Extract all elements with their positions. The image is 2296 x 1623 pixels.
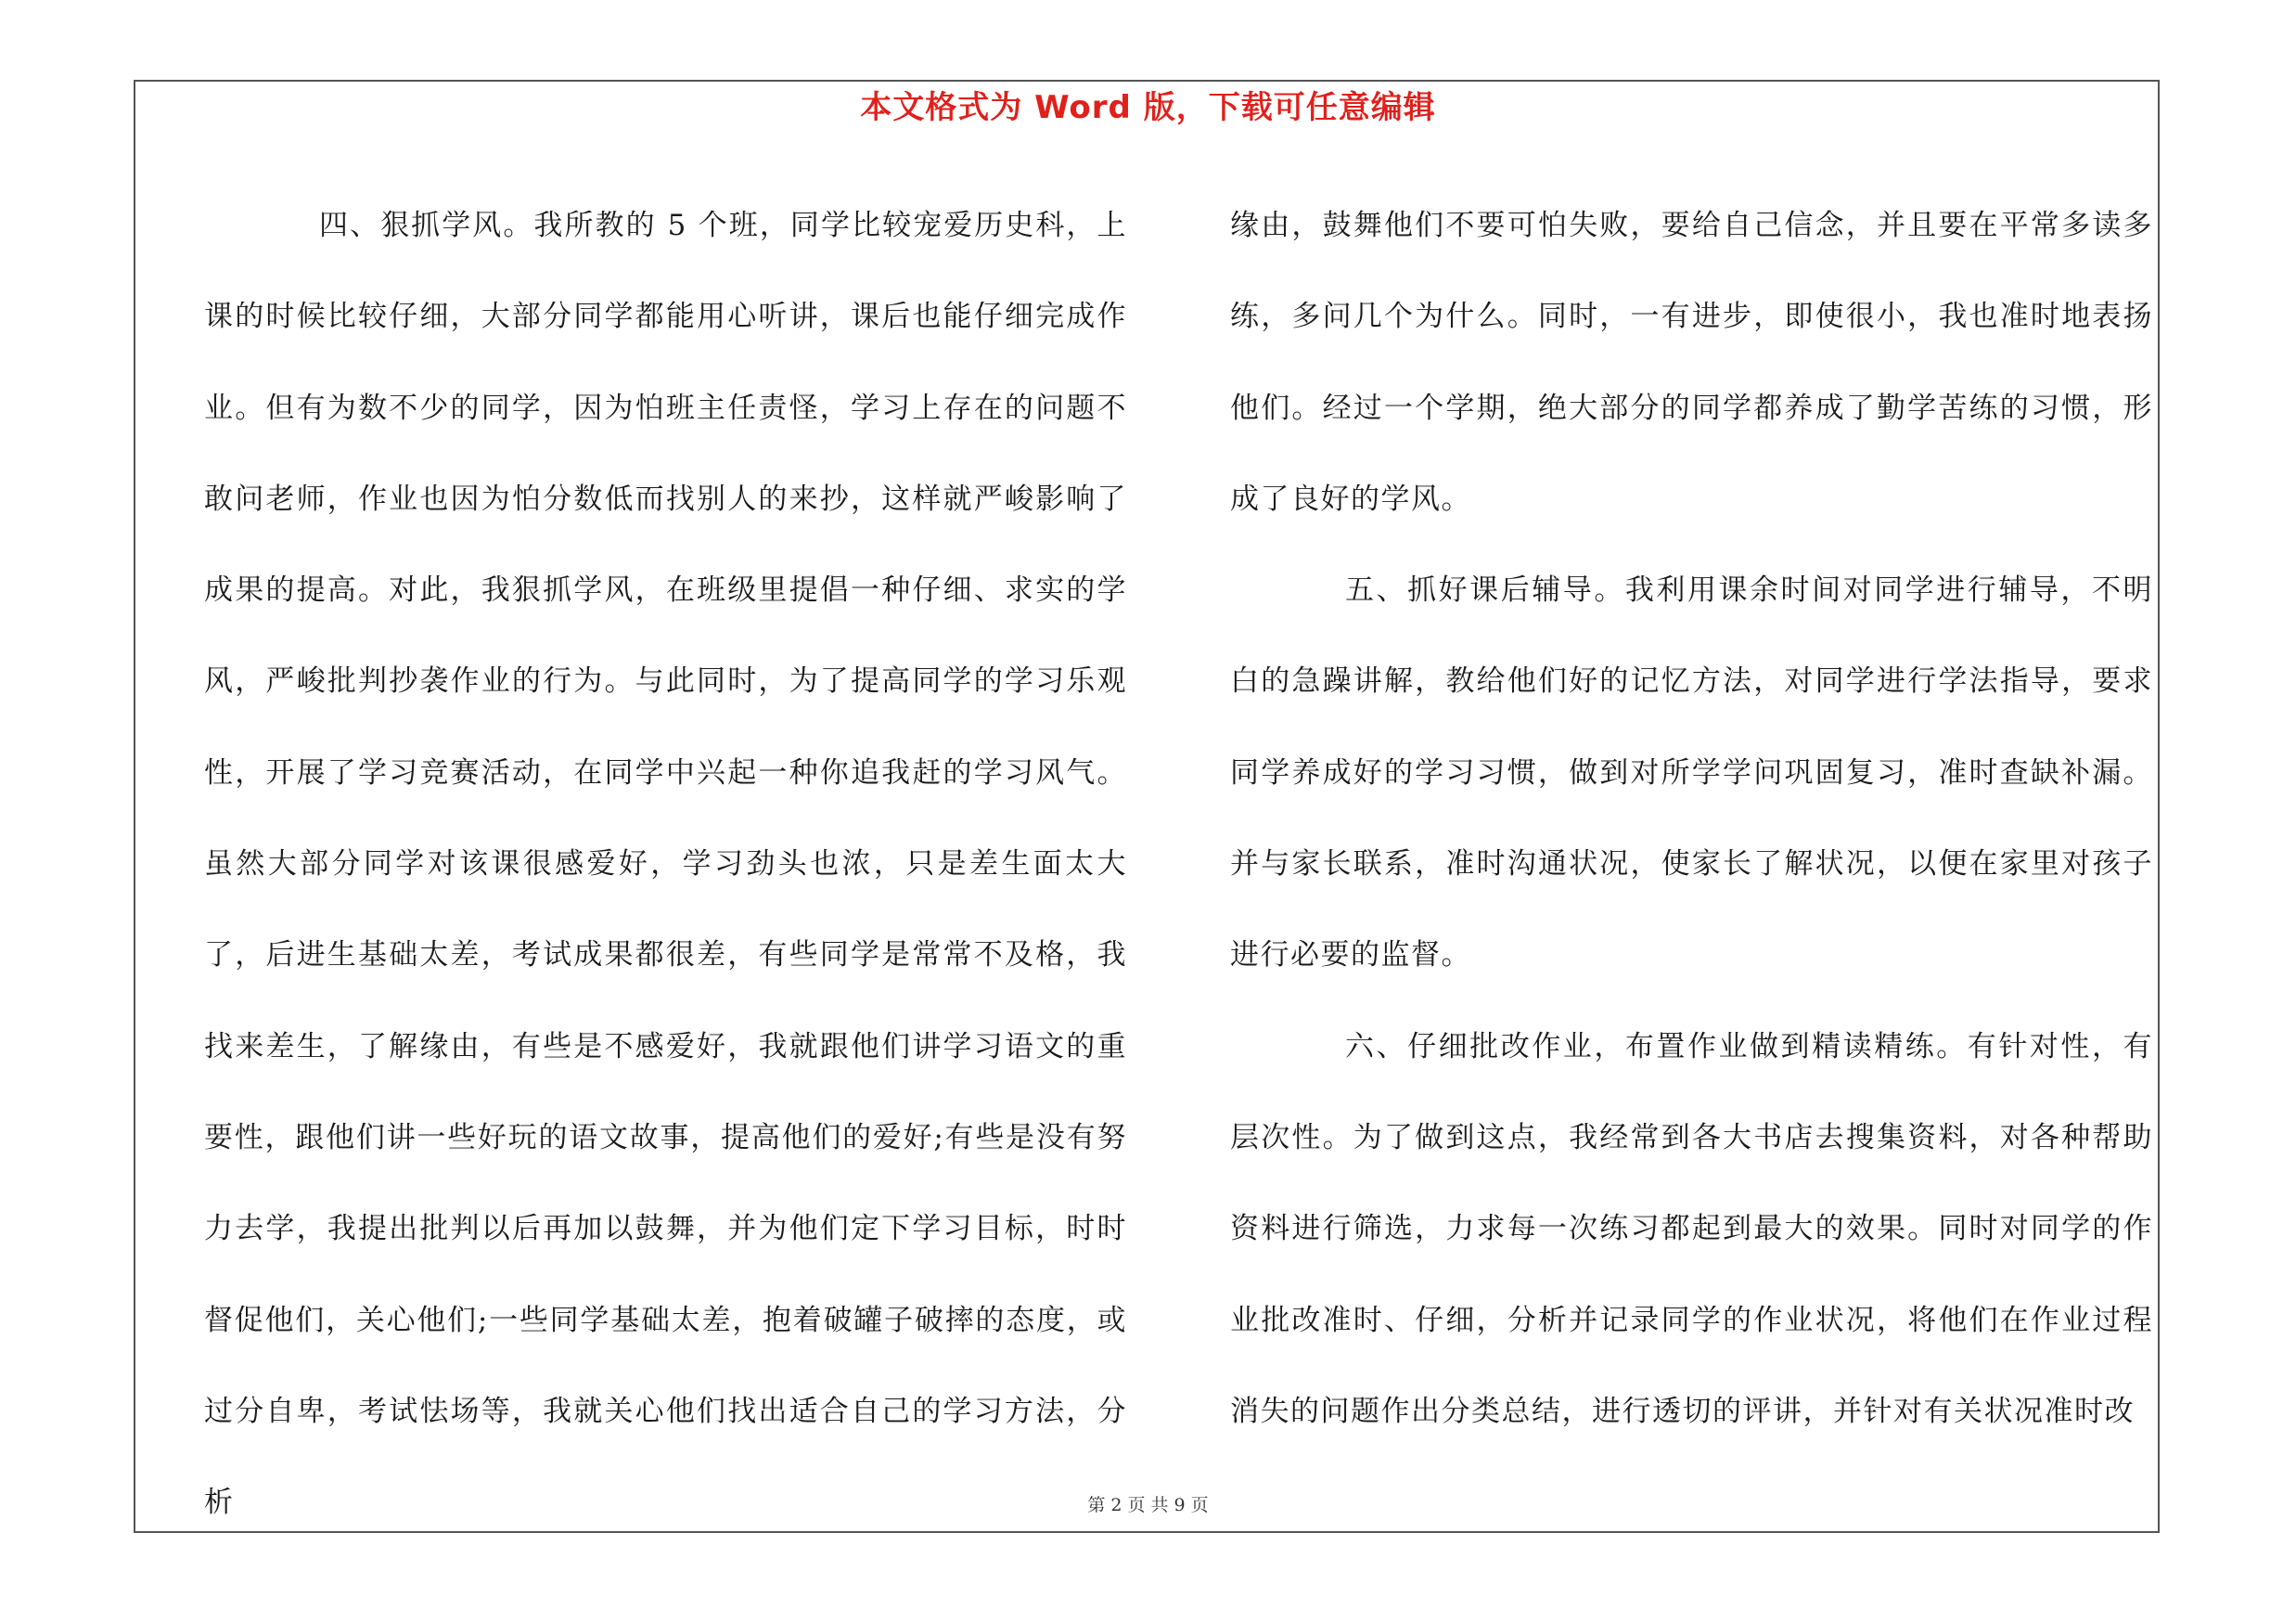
left-column xyxy=(204,180,1127,1548)
page-number: 第 2 页 共 9 页 xyxy=(1087,1495,1209,1515)
right-column xyxy=(1230,180,2153,1457)
paragraph-study-style: 四、狠抓学风。我所教的 5 个班，同学比较宠爱历史科，上课的时候比较仔细，大部分同学都能用心听讲，课后也能仔细完成作业。但有为数不少的同学，因为怕班主任责怪，学习上存在的问题不敢问老师，作业也因为怕分数低而找别人的来抄，这样就严峻影响了成果的提高。对此，我狠抓学风，在班级里提倡一种仔细、求实的学风，严峻批判抄袭作业的行为。与此同时，为了提高同学的学习乐观性，开展了学习竞赛活动，在同学中兴起一种你追我赶的学习风气。虽然大部分同学对该课很感爱好，学习劲头也浓，只是差生面太大了，后进生基础太差，考试成果都很差，有些同学是常常不及格，我找来差生，了解缘由，有些是不感爱好，我就跟他们讲学习语文的重要性，跟他们讲一些好玩的语文故事，提高他们的爱好;有些是没有努力去学，我提出批判以后再加以鼓舞，并为他们定下学习目标，时时督促他们，关心他们;一些同学基础太差，抱着破罐子破摔的态度，或过分自卑，考试怯场等，我就关心他们找出适合自己的学习方法，分析 xyxy=(204,209,1127,1520)
paragraph-after-class-tutoring: 五、抓好课后辅导。我利用课余时间对同学进行辅导，不明白的急躁讲解，教给他们好的记忆方法，对同学进行学法指导，要求同学养成好的学习习惯，做到对所学学问巩固复习，准时查缺补漏。并与家长联系，准时沟通状况，使家长了解状况，以便在家里对孩子进行必要的监督。 xyxy=(1230,573,2153,973)
paragraph-homework-correction: 六、仔细批改作业，布置作业做到精读精练。有针对性，有层次性。为了做到这点，我经常到各大书店去搜集资料，对各种帮助资料进行筛选，力求每一次练习都起到最大的效果。同时对同学的作业批改准时、仔细，分析并记录同学的作业状况，将他们在作业过程消失的问题作出分类总结，进行透切的评讲，并针对有关状况准时改 xyxy=(1230,1029,2153,1428)
document-header: 本文格式为 Word 版，下载可任意编辑 xyxy=(860,89,1436,126)
paragraph-continuation: 缘由，鼓舞他们不要可怕失败，要给自己信念，并且要在平常多读多练，多问几个为什么。同时，一有进步，即使很小，我也准时地表扬他们。经过一个学期，绝大部分的同学都养成了勤学苦练的习惯，形成了良好的学风。 xyxy=(1230,209,2153,516)
